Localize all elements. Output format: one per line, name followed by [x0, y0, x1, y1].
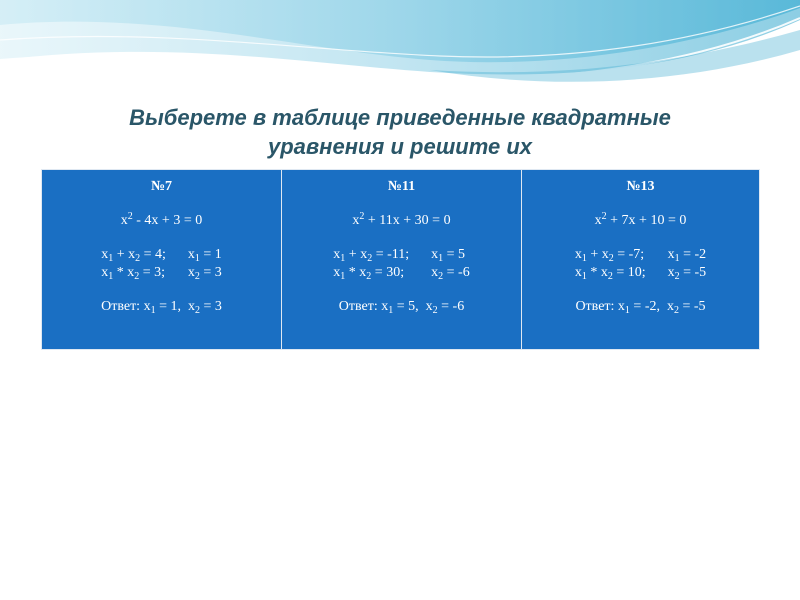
answer: Ответ: $x_1 = -2$, $x_2 = -5$	[575, 299, 706, 316]
root-2: $x_2 = -6$	[431, 265, 470, 282]
table-cell-11	[281, 170, 521, 349]
sum-of-roots: $x_1 + x_2 = 4$;	[101, 247, 166, 264]
vieta-system	[522, 246, 759, 282]
task-number: №7	[150, 179, 173, 194]
root-1: $x_1 = 5$	[431, 247, 466, 264]
answer: Ответ: $x_1 = 5$, $x_2 = -6$	[338, 299, 465, 316]
title-line-1: Выберете в таблице приведенные квадратные	[129, 105, 671, 130]
root-1: $x_1 = 1$	[187, 247, 222, 264]
vieta-system	[42, 246, 281, 282]
product-of-roots: $x_1 * x_2 = 10$;	[574, 265, 646, 282]
product-of-roots: $x_1 * x_2 = 3$;	[101, 265, 165, 282]
page-title	[0, 103, 800, 161]
wave-header-decoration	[0, 0, 800, 100]
product-of-roots: $x_1 * x_2 = 30$;	[333, 265, 405, 282]
task-number: №13	[626, 179, 655, 194]
task-number: №11	[387, 179, 416, 194]
equation: $x^2 + 7x + 10 = 0$	[594, 211, 687, 228]
table-cell-13	[521, 170, 759, 349]
equation: $x^2 + 11x + 30 = 0$	[352, 211, 451, 228]
root-2: $x_2 = -5$	[667, 265, 707, 282]
answer: Ответ: $x_1 = 1$, $x_2 = 3$	[101, 299, 222, 316]
table-cell-7	[42, 170, 281, 349]
root-2: $x_2 = 3$	[187, 265, 222, 282]
sum-of-roots: $x_1 + x_2 = -11$;	[333, 247, 410, 264]
equation: $x^2 - 4x + 3 = 0$	[120, 211, 203, 228]
equations-table	[41, 169, 760, 350]
title-line-2: уравнения и решите их	[267, 134, 533, 159]
sum-of-roots: $x_1 + x_2 = -7$;	[574, 247, 645, 264]
vieta-system	[282, 246, 521, 282]
root-1: $x_1 = -2$	[667, 247, 707, 264]
